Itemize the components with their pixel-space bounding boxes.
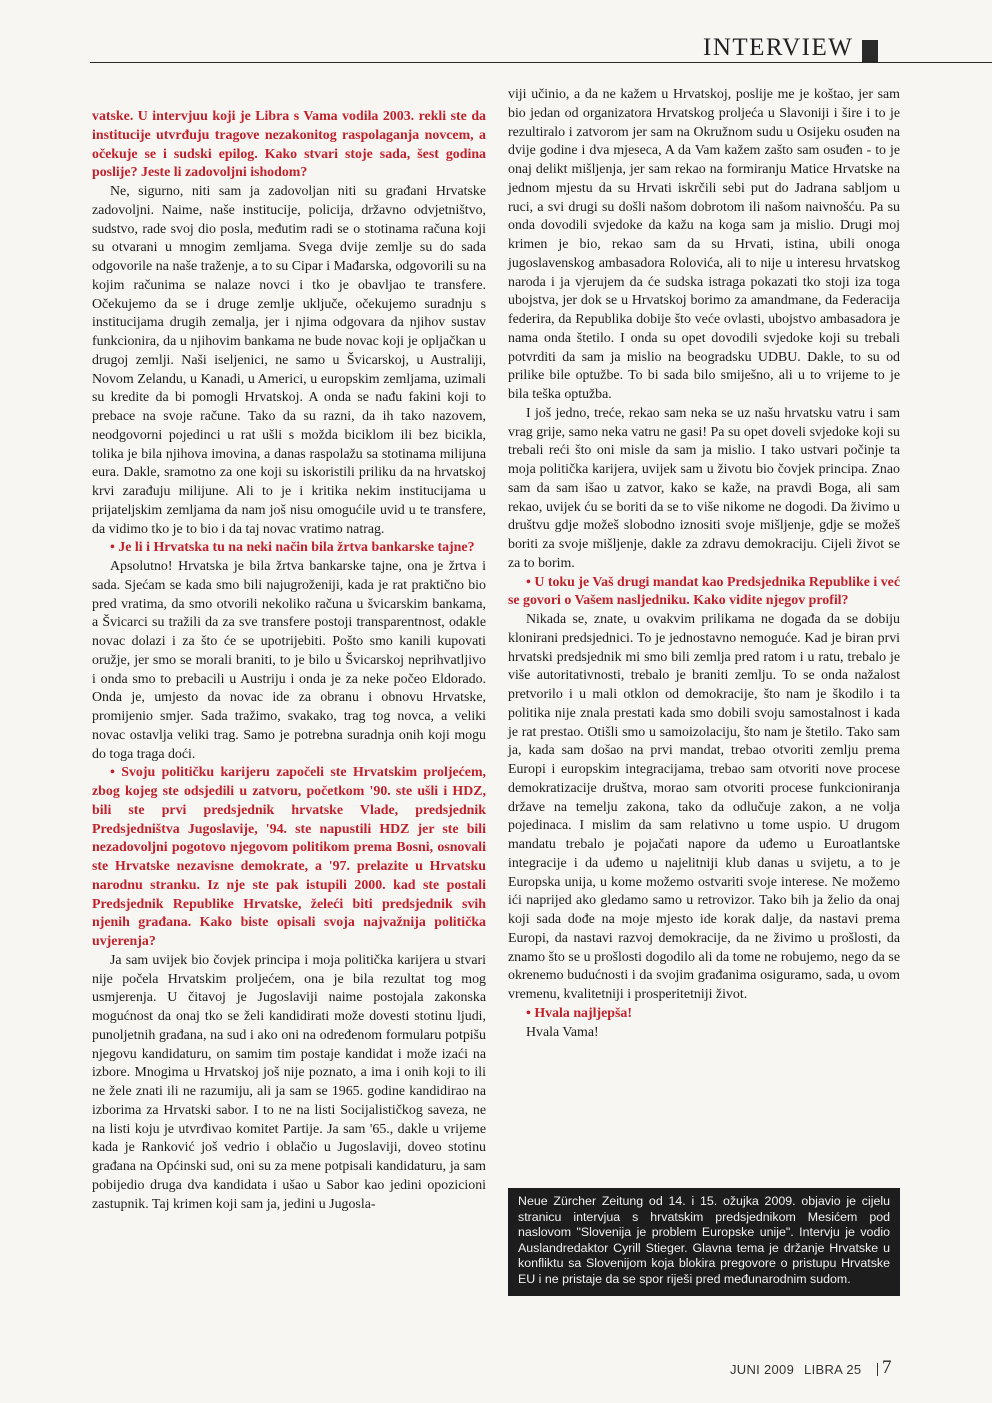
question-bullet-icon: • [526, 574, 535, 590]
paragraph-text: Hvala Vama! [526, 1024, 599, 1040]
interview-answer [92, 558, 486, 764]
paragraph-text: Hvala najljepša! [534, 1005, 632, 1021]
question-bullet-icon: • [110, 765, 122, 781]
page-footer [730, 1362, 890, 1377]
interview-answer [508, 86, 900, 405]
footer-separator [877, 1363, 878, 1376]
footer-magazine: LIBRA 25 [804, 1362, 862, 1377]
interview-answer [92, 183, 486, 539]
paragraph-text: Nikada se, znate, u ovakvim prilikama ne događa da se dobiju klonirani predsjednici. To je jednostavno nemoguće. Kad je biran prvi hrvatski predsjednik mi smo bili zemlja pred ratom i u ratu, trebalo je više autoritativnosti, trebalo je braniti zemlju. To se onda nažalost pretvorilo i u mali otklon od demokracije, što nam je škodilo i ta politika nije znala prestati kada smo dobili svoju samostalnost i kada je rat prestao. Otišli smo u samoizolaciju, što nam je štetilo. Tako sam ja, kada sam došao na prvi mandat, trebao otvoriti zemlju prema Europi i europskim integracijama, trebao sam otvoriti nove procese demokratizacije društva, morao sam otvoriti procese funkcioniranja države na temelju zakona, tako da odlučuje zakon, a ne volja pojedinaca. I mislim da sam relativno u tome uspio. U drugom mandatu trebalo je pojačati napore da uđemo u Euroatlantske integracije i da uđemo u najelitniji klub danas u svijetu, a to je Europska unija, u kome možemo ostvariti svoje interese. Ne možemo ići naprijed ako gledamo samo u retrovizor. Tako bih ja želio da onaj koji sada dođe na moje mjesto ide korak dalje, da nastavi prema Europi, da nastavi razvoj demokracije, da ne živimo u prošlosti, da znamo što se u prošlosti dogodilo ali da tome ne robujemo, nego da se okrenemo budućnosti i da svojim građanima osiguramo, sada, u ovom vremenu, kvalitetniji i prosperitetniji život. [508, 612, 900, 1002]
question-bullet-icon: • [526, 1005, 535, 1021]
section-label: INTERVIEW [703, 34, 854, 61]
section-marker [862, 40, 878, 62]
interview-answer [508, 1024, 900, 1043]
right-column [508, 86, 900, 1042]
interview-question [92, 108, 486, 183]
paragraph-text: Ne, sigurno, niti sam ja zadovoljan niti su građani Hrvatske zadovoljni. Naime, naše institucije, policija, državno odvjetništvo, sudstvo, rade svoj dio posla, međutim radi se o stotinama računa koji su otvarani u mnogim zemljama. Svega dvije zemlje su do sada odgovorile na naše traženje, a to su Cipar i Mađarska, odgovorili su na kojim računima se nalaze novci i tko je obavljao te transfere. Očekujemo da se i druge zemlje uključe, očekujemo suradnju s institucijama drugih zemalja, jer i njima odgovara da njihov sustav funkcionira, da u njihovim bankama ne bude novac koji je opljačkan u drugoj zemlji. Naši iseljenici, ne samo u Švicarskoj, u Australiji, Novom Zelandu, u Kanadi, u Americi, u europskim zemljama, uzimali su kredite da bi pomogli Hrvatskoj. A onda se nađu fakini koji to prebace na svoje račune. Tako da su razni, da ih tako nazovem, neodgovorni pojedinci u rat ušli s možda biciklom ili bez bicikla, tolika je bila njihova imovina, a danas raspolažu sa stotinama milijuna eura. Dakle, sramotno za one koji su iskoristili priliku da na hrvatskoj krvi zarađuju milijune. Ali to je i kritika nekim institucijama u prijateljskim zemljama da nam još nisu omogućile uvid u te transfere, da vidimo tko je to bio i da taj novac vratimo natrag. [92, 184, 486, 537]
interview-question [508, 1005, 900, 1024]
footer-issue: JUNI 2009 [730, 1362, 795, 1377]
paragraph-text: Ja sam uvijek bio čovjek principa i moja politička karijera u stvari nije počela Hrvatskim proljećem, ona je bila rezultat tog mog usmjerenja. U čitavoj je Jugoslaviji naime postojala zakonska mogućnost da onaj tko se želi kandidirati može dovesti stotinu ljudi, punoljetnih građana, na sud i ako oni na određenom formularu potpišu njegovu kandidaturu, on samim tim postaje kandidat i može izaći na izbore. Mnogima u Hrvatskoj još nije poznato, a ima i onih koji to ili ne žele znati ili ne razumiju, ali ja sam se 1965. godine kandidirao na izborima za Hrvatski sabor. I to ne na listi Socijalističkog saveza, ne na listi koju je utvrđivao komitet Partije. Ja sam '65., dakle u vrijeme kada je Ranković još vedrio i oblačio u Jugoslaviji, doveo stotinu građana na Općinski sud, oni su za mene potpisali kandidaturu, ja sam pobijedio druga dva kandidata i ušao u Sabor kao jedini opozicioni zastupnik. Taj krimen koji sam ja, jedini u Jugosla- [92, 952, 486, 1212]
interview-question [508, 574, 900, 612]
left-column [92, 108, 486, 1214]
question-bullet-icon: • [110, 540, 119, 556]
paragraph-text: U toku je Vaš drugi mandat kao Predsjednika Republike i već se govori o Vašem nasljedniku. Kako vidite njegov profil? [508, 574, 900, 609]
paragraph-text: I još jedno, treće, rekao sam neka se uz našu hrvatsku vatru i sam vrag grije, samo neka vatru ne gasi! Pa su opet doveli svjedoke koji su trebali reći što oni misle da sam ja mislio. I tako ustvari počinje ta moja politička karijera, uvijek sam u životu bio čovjek principa. Znao sam da sam išao u zatvor, kako se kaže, na pravdi Boga, ali sam rekao, uvijek ću se boriti da se to više nikome ne dogodi. Da živimo u društvu gdje možeš slobodno iznositi svoje mišljenje, gdje se možeš boriti za svoje mišljenje, dakle za zdravu demokraciju. Cijeli život se za to borim. [508, 405, 900, 571]
header-rule [90, 62, 992, 63]
paragraph-text: viji učinio, a da ne kažem u Hrvatskoj, poslije me je koštao, jer sam bio jedan od organizatora Hrvatskog proljeća u Slavoniji i šire i to je rezultiralo i zatvorom jer sam na Okružnom sudu u Osijeku osuđen na dvije godine i dva mjeseca, A da Vam kažem zašto sam osuđen - to je onaj delikt mišljenja, jer sam rekao na formiranju Matice Hrvatske na jednom mjestu da su Hrvati iskrčili sebi put do Jadrana sabljom u ruci, a svi drugi su došli našom dobrotom ili našom naivnošću. Pa su onda dovodili svjedoke da kažu na koga sam ja mislio. Drugi moj krimen je bio, rekao sam da su Hrvati, istina, ubili onoga jugoslavenskog ambasadora Rolovića, ali to nije u interesu hrvatskog naroda i ja vjerujem da će sudska istraga pokazati tko stoji iza toga ubojstva, jer dok se u Hrvatskoj borimo za amandmane, da Federacija federira, da Republika dobije što veće ovlasti, ubojstvo ambasadora je nama onda štetilo. I onda su opet dovodili svjedoke koji su trebali potvrditi da sam ja mislio na beogradsku UDBU. Dakle, to su od prilike bile optužbe. To bi sada bilo smiješno, ali u to vrijeme to je bila teška optužba. [508, 87, 900, 402]
sidebar-note-box [508, 1188, 900, 1296]
interview-question [92, 764, 486, 952]
page-number: 7 [882, 1357, 892, 1378]
interview-answer [508, 405, 900, 574]
paragraph-text: Je li i Hrvatska tu na neki način bila žrtva bankarske tajne? [118, 540, 475, 556]
paragraph-text: Apsolutno! Hrvatska je bila žrtva bankarske tajne, ona je žrtva i sada. Sjećam se kada smo bili najugroženiji, kada je rat praktično bio pred vratima, da smo otvorili nekoliko računa u švicarskim bankama, a Švicarci su tražili da za sve transfere postoji transparentnost, odakle novac dolazi i za što će se upotrijebiti. Pošto smo kanili kupovati oružje, jer smo se morali braniti, to je bilo u Švicarskoj neprihvatljivo i onda smo to prebacili u Austriju i onda je za neke počeo Eldorado. Onda je, umjesto da novac ide za obranu i obnovu Hrvatske, promijenio smjer. Sada tražimo, svakako, trag tog novca, a veliki novac ostavlja veliki trag. Samo je potrebna suradnja onih koji mogu do toga traga doći. [92, 559, 486, 762]
paragraph-text: vatske. U intervjuu koji je Libra s Vama vodila 2003. rekli ste da institucije utvrđuju tragove nezakonitog raspolaganja novcem, a očekuje se i sudski epilog. Kako stvari stoje sada, šest godina poslije? Jeste li zadovoljni ishodom? [92, 109, 486, 181]
interview-answer [92, 952, 486, 1215]
interview-answer [508, 611, 900, 1005]
paragraph-text: Svoju političku karijeru započeli ste Hrvatskim proljećem, zbog kojeg ste odsjedili u zatvoru, početkom '90. ste ušli i HDZ, bili ste prvi predsjednik hrvatske Vlade, predsjednik Predsjedništva Jugoslavije, '94. ste napustili HDZ jer ste bili nezadovoljni pogotovo njegovom politikom prema Bosni, osnovali ste Hrvatske nezavisne demokrate, a '97. prelazite u Hrvatsku narodnu stranku. Iz nje ste pak istupili 2000. kad ste postali Predsjednik Republike Hrvatske, želeći biti predsjednik svih njenih građana. Kako biste opisali svoja najvažnija politička uvjerenja? [92, 765, 487, 949]
sidebar-note-text: Neue Zürcher Zeitung od 14. i 15. ožujka 2009. objavio je cijelu stranicu intervjua s hrvatskim predsjednikom Mesićem pod naslovom "Slovenija je problem Europske unije". Intervju je vodio Auslandredaktor Cyrill Stieger. Glavna tema je držanje Hrvatske u konfliktu sa Slovenijom koja blokira pregovore o pristupu Hrvatske EU i ne pristaje da se spor riješi pred međunarodnim sudom. [518, 1194, 890, 1286]
interview-question [92, 539, 486, 558]
